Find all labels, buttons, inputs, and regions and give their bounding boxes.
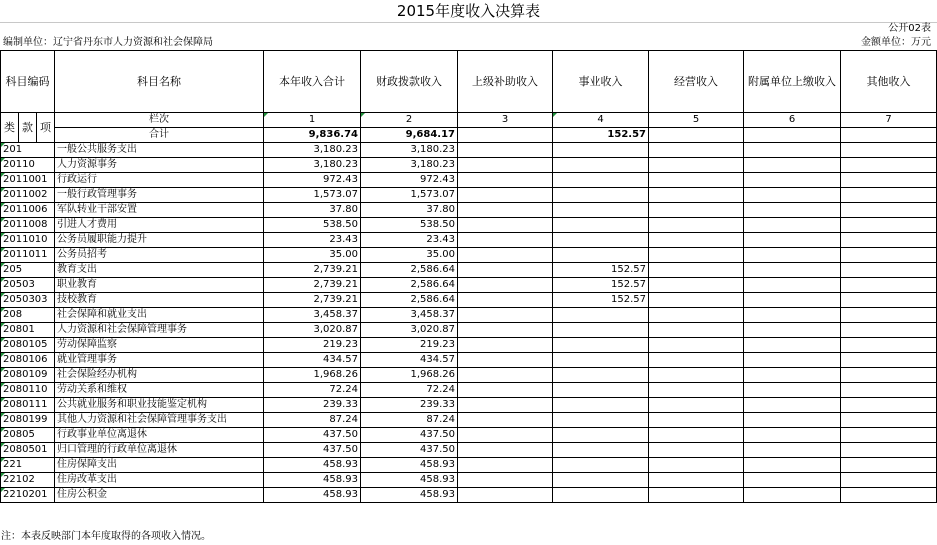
other-income-cell [841,473,937,488]
affiliate-income-cell [744,473,841,488]
affiliate-income-cell [744,263,841,278]
subject-name: 技校教育 [55,293,264,308]
fiscal-allocation-cell: 1,968.26 [361,368,458,383]
table-row [1,308,937,323]
table-row [1,158,937,173]
business-income-cell [553,143,649,158]
business-income-cell [553,173,649,188]
operating-income-cell [649,308,744,323]
subject-code: 20110 [1,158,55,173]
total-superior-value [458,128,553,143]
subject-code: 2050303 [1,293,55,308]
table-row [1,443,937,458]
fiscal-allocation-cell: 3,180.23 [361,158,458,173]
header-fiscal-allocation: 财政拨款收入 [361,51,458,113]
subject-code: 2080199 [1,413,55,428]
affiliate-income-cell [744,383,841,398]
table-row [1,248,937,263]
business-income-cell [553,248,649,263]
operating-income-cell [649,293,744,308]
affiliate-income-cell [744,143,841,158]
subject-code: 20801 [1,323,55,338]
superior-subsidy-cell [458,353,553,368]
total-income-cell: 437.50 [264,443,361,458]
table-row [1,368,937,383]
header-other-income: 其他收入 [841,51,937,113]
business-income-cell [553,218,649,233]
operating-income-cell [649,158,744,173]
header-superior-subsidy: 上级补助收入 [458,51,553,113]
operating-income-cell [649,218,744,233]
operating-income-cell [649,368,744,383]
superior-subsidy-cell [458,158,553,173]
affiliate-income-cell [744,173,841,188]
business-income-cell [553,488,649,503]
table-row [1,488,937,503]
table-row [1,173,937,188]
superior-subsidy-cell [458,173,553,188]
total-income-cell: 239.33 [264,398,361,413]
header-lei: 类 [1,113,19,143]
subject-name: 一般行政管理事务 [55,188,264,203]
total-other-value [841,128,937,143]
table-row [1,323,937,338]
operating-income-cell [649,248,744,263]
total-income-cell: 458.93 [264,473,361,488]
subject-code: 2011010 [1,233,55,248]
operating-income-cell [649,173,744,188]
fiscal-allocation-cell: 35.00 [361,248,458,263]
fiscal-allocation-cell: 458.93 [361,473,458,488]
other-income-cell [841,158,937,173]
affiliate-income-cell [744,233,841,248]
affiliate-income-cell [744,443,841,458]
table-row [1,383,937,398]
other-income-cell [841,383,937,398]
header-code: 科目编码 [1,51,55,113]
superior-subsidy-cell [458,278,553,293]
subject-name: 社会保险经办机构 [55,368,264,383]
superior-subsidy-cell [458,203,553,218]
operating-income-cell [649,428,744,443]
fiscal-allocation-cell: 3,020.87 [361,323,458,338]
operating-income-cell [649,488,744,503]
affiliate-income-cell [744,203,841,218]
business-income-cell [553,308,649,323]
fiscal-allocation-cell: 458.93 [361,488,458,503]
superior-subsidy-cell [458,428,553,443]
fiscal-allocation-cell: 37.80 [361,203,458,218]
total-income-cell: 87.24 [264,413,361,428]
subject-name: 人力资源和社会保障管理事务 [55,323,264,338]
operating-income-cell [649,338,744,353]
fiscal-allocation-cell: 72.24 [361,383,458,398]
superior-subsidy-cell [458,413,553,428]
subject-name: 人力资源事务 [55,158,264,173]
operating-income-cell [649,398,744,413]
business-income-cell: 152.57 [553,293,649,308]
table-row [1,413,937,428]
subject-name: 社会保障和就业支出 [55,308,264,323]
superior-subsidy-cell [458,368,553,383]
header-total-income: 本年收入合计 [264,51,361,113]
other-income-cell [841,248,937,263]
other-income-cell [841,218,937,233]
total-income-cell: 972.43 [264,173,361,188]
business-income-cell [553,398,649,413]
header-business-income: 事业收入 [553,51,649,113]
table-row [1,233,937,248]
subject-code: 2011006 [1,203,55,218]
business-income-cell: 152.57 [553,263,649,278]
subject-code: 2080109 [1,368,55,383]
organization-unit: 编制单位：辽宁省丹东市人力资源和社会保障局 [3,37,213,48]
total-income-cell: 538.50 [264,218,361,233]
other-income-cell [841,488,937,503]
operating-income-cell [649,203,744,218]
subject-code: 2011011 [1,248,55,263]
income-table [0,50,937,503]
fiscal-allocation-cell: 1,573.07 [361,188,458,203]
business-income-cell [553,353,649,368]
fiscal-allocation-cell: 3,180.23 [361,143,458,158]
total-income-cell: 3,458.37 [264,308,361,323]
business-income-cell [553,473,649,488]
subject-name: 就业管理事务 [55,353,264,368]
operating-income-cell [649,353,744,368]
total-business-value: 152.57 [553,128,649,143]
superior-subsidy-cell [458,188,553,203]
other-income-cell [841,188,937,203]
subject-code: 208 [1,308,55,323]
fiscal-allocation-cell: 23.43 [361,233,458,248]
subject-code: 22102 [1,473,55,488]
affiliate-income-cell [744,368,841,383]
other-income-cell [841,143,937,158]
superior-subsidy-cell [458,308,553,323]
column-number: 1 [264,113,361,128]
subject-name: 职业教育 [55,278,264,293]
total-affiliate-value [744,128,841,143]
total-income-cell: 1,573.07 [264,188,361,203]
superior-subsidy-cell [458,218,553,233]
superior-subsidy-cell [458,143,553,158]
other-income-cell [841,233,937,248]
total-income-cell: 35.00 [264,248,361,263]
business-income-cell [553,413,649,428]
business-income-cell [553,368,649,383]
business-income-cell [553,428,649,443]
subject-name: 行政运行 [55,173,264,188]
subject-name: 军队转业干部安置 [55,203,264,218]
column-number: 2 [361,113,458,128]
affiliate-income-cell [744,458,841,473]
business-income-cell [553,443,649,458]
total-income-value: 9,836.74 [264,128,361,143]
superior-subsidy-cell [458,323,553,338]
total-operating-value [649,128,744,143]
total-income-cell: 3,180.23 [264,143,361,158]
business-income-cell [553,203,649,218]
total-income-cell: 437.50 [264,428,361,443]
superior-subsidy-cell [458,473,553,488]
total-income-cell: 458.93 [264,458,361,473]
header-kuan: 款 [19,113,37,143]
total-income-cell: 434.57 [264,353,361,368]
subject-name: 住房公积金 [55,488,264,503]
table-row [1,338,937,353]
total-income-cell: 3,020.87 [264,323,361,338]
other-income-cell [841,413,937,428]
fiscal-allocation-cell: 434.57 [361,353,458,368]
other-income-cell [841,323,937,338]
report-title: 2015年度收入决算表 [0,0,937,23]
other-income-cell [841,203,937,218]
fiscal-allocation-cell: 219.23 [361,338,458,353]
subject-code: 2011002 [1,188,55,203]
subject-code: 2080501 [1,443,55,458]
operating-income-cell [649,473,744,488]
affiliate-income-cell [744,323,841,338]
superior-subsidy-cell [458,443,553,458]
operating-income-cell [649,143,744,158]
business-income-cell [553,188,649,203]
operating-income-cell [649,278,744,293]
superior-subsidy-cell [458,233,553,248]
affiliate-income-cell [744,158,841,173]
table-row [1,398,937,413]
fiscal-allocation-cell: 458.93 [361,458,458,473]
affiliate-income-cell [744,413,841,428]
operating-income-cell [649,233,744,248]
subject-name: 住房保障支出 [55,458,264,473]
fiscal-allocation-cell: 972.43 [361,173,458,188]
affiliate-income-cell [744,428,841,443]
superior-subsidy-cell [458,293,553,308]
table-row [1,218,937,233]
table-row [1,353,937,368]
column-number: 5 [649,113,744,128]
business-income-cell [553,323,649,338]
fiscal-allocation-cell: 437.50 [361,443,458,458]
total-label: 合计 [55,128,264,143]
subject-name: 劳动关系和维权 [55,383,264,398]
subject-name: 公务员招考 [55,248,264,263]
business-income-cell [553,233,649,248]
fiscal-allocation-cell: 239.33 [361,398,458,413]
other-income-cell [841,428,937,443]
subject-code: 2080106 [1,353,55,368]
total-fiscal-value: 9,684.17 [361,128,458,143]
total-income-cell: 23.43 [264,233,361,248]
table-note: 注：本表反映部门本年度取得的各项收入情况。 [1,531,211,542]
affiliate-income-cell [744,353,841,368]
total-income-cell: 2,739.21 [264,278,361,293]
subject-code: 201 [1,143,55,158]
subject-name: 公务员履职能力提升 [55,233,264,248]
superior-subsidy-cell [458,398,553,413]
column-number: 7 [841,113,937,128]
subject-name: 劳动保障监察 [55,338,264,353]
total-income-cell: 2,739.21 [264,263,361,278]
table-row [1,428,937,443]
subject-name: 公共就业服务和职业技能鉴定机构 [55,398,264,413]
affiliate-income-cell [744,218,841,233]
column-number: 4 [553,113,649,128]
total-income-cell: 219.23 [264,338,361,353]
total-income-cell: 37.80 [264,203,361,218]
superior-subsidy-cell [458,488,553,503]
fiscal-allocation-cell: 3,458.37 [361,308,458,323]
table-row [1,263,937,278]
table-row [1,188,937,203]
table-row [1,458,937,473]
subject-name: 住房改革支出 [55,473,264,488]
other-income-cell [841,458,937,473]
subject-code: 2080111 [1,398,55,413]
operating-income-cell [649,458,744,473]
other-income-cell [841,278,937,293]
other-income-cell [841,293,937,308]
subject-name: 归口管理的行政单位离退休 [55,443,264,458]
affiliate-income-cell [744,188,841,203]
subject-name: 教育支出 [55,263,264,278]
form-number: 公开02表 [888,23,931,34]
superior-subsidy-cell [458,248,553,263]
fiscal-allocation-cell: 2,586.64 [361,263,458,278]
subject-code: 2080105 [1,338,55,353]
total-income-cell: 72.24 [264,383,361,398]
total-income-cell: 458.93 [264,488,361,503]
fiscal-allocation-cell: 2,586.64 [361,293,458,308]
operating-income-cell [649,443,744,458]
other-income-cell [841,263,937,278]
operating-income-cell [649,188,744,203]
subject-code: 221 [1,458,55,473]
fiscal-allocation-cell: 87.24 [361,413,458,428]
business-income-cell: 152.57 [553,278,649,293]
header-affiliate-income: 附属单位上缴收入 [744,51,841,113]
subject-code: 2011001 [1,173,55,188]
affiliate-income-cell [744,338,841,353]
operating-income-cell [649,383,744,398]
operating-income-cell [649,413,744,428]
superior-subsidy-cell [458,458,553,473]
affiliate-income-cell [744,398,841,413]
affiliate-income-cell [744,308,841,323]
business-income-cell [553,383,649,398]
subject-code: 20503 [1,278,55,293]
subject-name: 引进人才费用 [55,218,264,233]
business-income-cell [553,458,649,473]
header-lanci: 栏次 [55,113,264,128]
amount-unit: 金额单位：万元 [861,37,931,48]
column-number: 3 [458,113,553,128]
fiscal-allocation-cell: 2,586.64 [361,278,458,293]
total-income-cell: 2,739.21 [264,293,361,308]
fiscal-allocation-cell: 437.50 [361,428,458,443]
other-income-cell [841,353,937,368]
table-row [1,203,937,218]
affiliate-income-cell [744,278,841,293]
other-income-cell [841,443,937,458]
column-number: 6 [744,113,841,128]
business-income-cell [553,158,649,173]
header-xiang: 项 [37,113,55,143]
subject-name: 行政事业单位离退休 [55,428,264,443]
affiliate-income-cell [744,488,841,503]
table-row [1,143,937,158]
operating-income-cell [649,323,744,338]
total-income-cell: 1,968.26 [264,368,361,383]
superior-subsidy-cell [458,263,553,278]
subject-code: 20805 [1,428,55,443]
other-income-cell [841,308,937,323]
business-income-cell [553,338,649,353]
superior-subsidy-cell [458,338,553,353]
operating-income-cell [649,263,744,278]
other-income-cell [841,338,937,353]
affiliate-income-cell [744,248,841,263]
table-row [1,473,937,488]
table-row [1,293,937,308]
affiliate-income-cell [744,293,841,308]
table-row [1,278,937,293]
subject-code: 205 [1,263,55,278]
subject-code: 2011008 [1,218,55,233]
subject-code: 2210201 [1,488,55,503]
other-income-cell [841,368,937,383]
subject-name: 一般公共服务支出 [55,143,264,158]
other-income-cell [841,398,937,413]
other-income-cell [841,173,937,188]
header-name: 科目名称 [55,51,264,113]
subject-code: 2080110 [1,383,55,398]
header-operating-income: 经营收入 [649,51,744,113]
subject-name: 其他人力资源和社会保障管理事务支出 [55,413,264,428]
superior-subsidy-cell [458,383,553,398]
total-income-cell: 3,180.23 [264,158,361,173]
fiscal-allocation-cell: 538.50 [361,218,458,233]
